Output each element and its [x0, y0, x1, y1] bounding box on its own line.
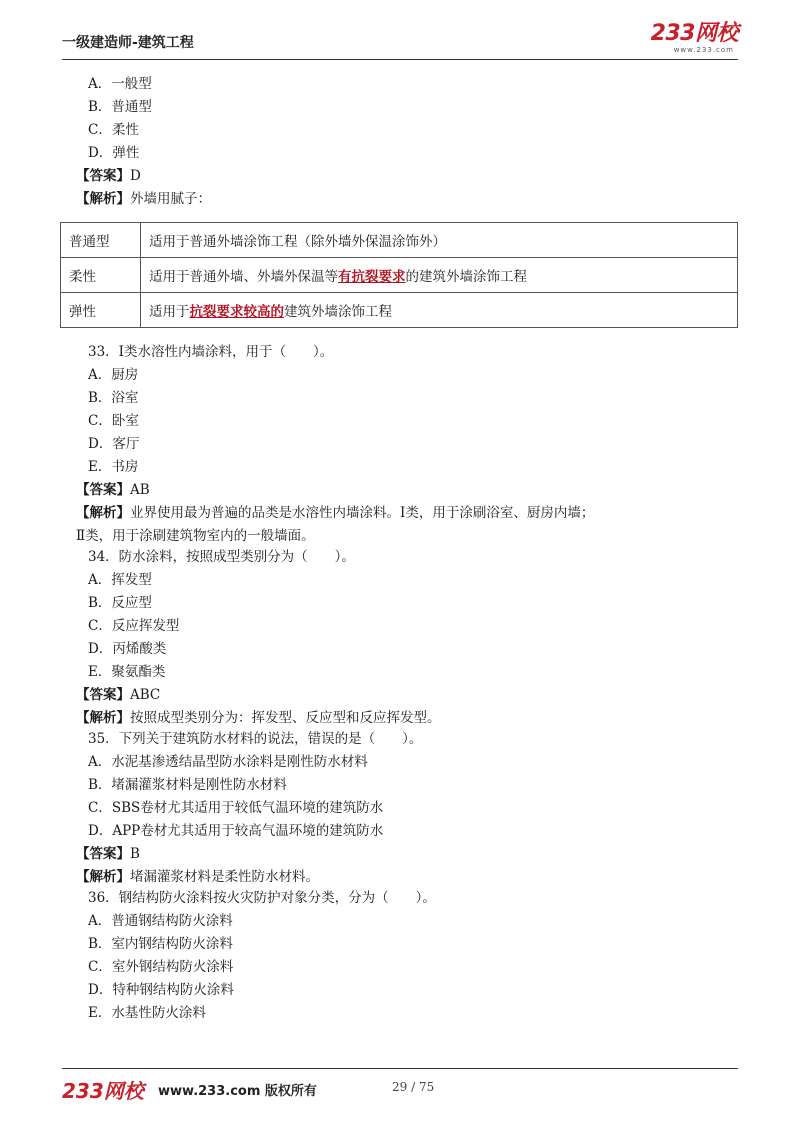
- page-footer: [62, 1068, 738, 1108]
- option: B．室内钢结构防火涂料: [88, 936, 233, 952]
- footer-site: www.233.com 版权所有: [158, 1084, 317, 1099]
- brand-logo: 233网校 www.233.com: [650, 21, 738, 54]
- table-row: 普通型 适用于普通外墙涂饰工程（除外墙外保温涂饰外）: [61, 223, 738, 258]
- analysis-line: 【解析】堵漏灌浆材料是柔性防水材料。: [76, 869, 319, 885]
- option: A．一般型: [88, 76, 152, 92]
- option: E．书房: [88, 459, 139, 475]
- option: C．室外钢结构防火涂料: [88, 959, 234, 975]
- option: B．浴室: [88, 390, 139, 406]
- analysis-line: Ⅱ类，用于涂刷建筑物室内的一般墙面。: [76, 528, 315, 544]
- option: D．客厅: [88, 436, 140, 452]
- answer-line: 【答案】AB: [76, 482, 150, 498]
- option: C．卧室: [88, 413, 139, 429]
- option: E．聚氨酯类: [88, 664, 166, 680]
- option: C．柔性: [88, 122, 139, 138]
- answer-line: 【答案】D: [76, 168, 141, 184]
- option: D．丙烯酸类: [88, 641, 167, 657]
- option: A．普通钢结构防火涂料: [88, 913, 233, 929]
- header-title: 一级建造师-建筑工程: [62, 35, 194, 51]
- page-header: [62, 20, 738, 60]
- analysis-line: 【解析】业界使用最为普遍的品类是水溶性内墙涂料。I类，用于涂刷浴室、厨房内墙；: [76, 505, 595, 521]
- option: C．反应挥发型: [88, 618, 180, 634]
- putty-table: [60, 222, 738, 328]
- option: D．弹性: [88, 145, 140, 161]
- analysis-line: 【解析】按照成型类别分为：挥发型、反应型和反应挥发型。: [76, 710, 441, 726]
- option: D．APP卷材尤其适用于较高气温环境的建筑防水: [88, 823, 384, 839]
- option: B．堵漏灌浆材料是刚性防水材料: [88, 777, 287, 793]
- question-stem: 34．防水涂料，按照成型类别分为（ ）。: [88, 549, 355, 565]
- option: B．普通型: [88, 99, 152, 115]
- question-stem: 33．I类水溶性内墙涂料，用于（ ）。: [88, 344, 334, 360]
- analysis-line: 【解析】外墙用腻子：: [76, 191, 211, 207]
- question-stem: 36．钢结构防火涂料按火灾防护对象分类，分为（ ）。: [88, 890, 436, 906]
- option: E．水基性防火涂料: [88, 1005, 206, 1021]
- question-stem: 35．下列关于建筑防水材料的说法，错误的是（ ）。: [88, 731, 423, 747]
- page-number: 29 / 75: [392, 1080, 435, 1094]
- option: D．特种钢结构防火涂料: [88, 982, 234, 998]
- answer-line: 【答案】B: [76, 846, 140, 862]
- option: C．SBS卷材尤其适用于较低气温环境的建筑防水: [88, 800, 384, 816]
- option: B．反应型: [88, 595, 152, 611]
- table-row: 弹性 适用于抗裂要求较高的建筑外墙涂饰工程: [61, 293, 738, 328]
- answer-line: 【答案】ABC: [76, 687, 161, 703]
- option: A．挥发型: [88, 572, 152, 588]
- table-row: 柔性 适用于普通外墙、外墙外保温等有抗裂要求的建筑外墙涂饰工程: [61, 258, 738, 293]
- footer-logo: 233网校: [62, 1079, 144, 1103]
- option: A．厨房: [88, 367, 139, 383]
- option: A．水泥基渗透结晶型防水涂料是刚性防水材料: [88, 754, 368, 770]
